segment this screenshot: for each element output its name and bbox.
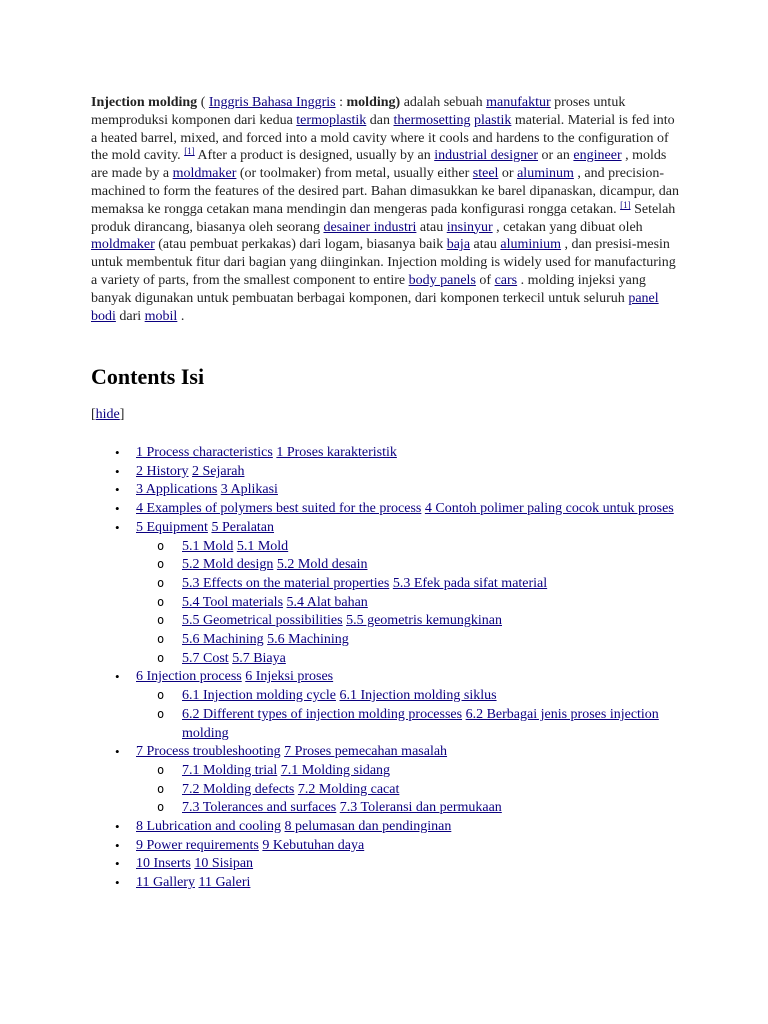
toc-subitem bbox=[182, 706, 681, 743]
toc-link-id[interactable]: 5.7 Biaya bbox=[232, 650, 286, 666]
toc-link-en[interactable]: 11 Gallery bbox=[136, 875, 195, 891]
link-industrial-designer[interactable]: industrial designer bbox=[434, 148, 539, 164]
toc-link-id[interactable]: 11 Galeri bbox=[198, 875, 251, 891]
text: , and precision-machined to form the features of the desired part. Bahan dimasukkan ke barel dipanaskan, dicampur, dan memaksa ke rongga cetakan mana mendingin dan mengeras pada konfigurasi rongga cetakan. bbox=[91, 166, 680, 217]
hide-toc-link[interactable]: hide bbox=[95, 407, 120, 422]
toc-link-id[interactable]: 5.1 Mold bbox=[236, 538, 289, 554]
link-inggris[interactable]: Inggris Bahasa Inggris bbox=[208, 95, 336, 110]
toc-item bbox=[136, 837, 681, 856]
link-plastik[interactable]: plastik bbox=[474, 112, 512, 128]
toc-sublist bbox=[136, 762, 681, 818]
link-moldmaker-id[interactable]: moldmaker bbox=[91, 237, 155, 253]
link-insinyur[interactable]: insinyur bbox=[446, 219, 493, 235]
text: : bbox=[335, 95, 347, 110]
toc-link-id[interactable]: 9 Kebutuhan daya bbox=[262, 837, 365, 853]
toc-link-en[interactable]: 9 Power requirements bbox=[136, 837, 259, 853]
link-manufaktur[interactable]: manufaktur bbox=[486, 95, 551, 110]
toc-subitem bbox=[182, 799, 681, 818]
text: After a product is designed, usually by an bbox=[194, 148, 435, 164]
toc-link-en[interactable]: 6.2 Different types of injection molding processes bbox=[182, 706, 463, 722]
toc-link-en[interactable]: 3 Applications bbox=[136, 482, 218, 498]
toc-link-id[interactable]: 7 Proses pemecahan masalah bbox=[284, 744, 448, 760]
text: . bbox=[177, 308, 185, 324]
text: or an bbox=[538, 148, 574, 164]
toc-link-en[interactable]: 8 Lubrication and cooling bbox=[136, 819, 282, 835]
term-molding: molding) bbox=[346, 95, 401, 110]
text: dari bbox=[115, 308, 145, 324]
link-mobil[interactable]: mobil bbox=[144, 308, 178, 324]
toc-link-id[interactable]: 5.2 Mold desain bbox=[276, 557, 368, 573]
link-body-panels[interactable]: body panels bbox=[408, 272, 476, 288]
text: atau bbox=[470, 237, 501, 253]
toc-list bbox=[91, 444, 681, 893]
toc-link-en[interactable]: 5.1 Mold bbox=[182, 538, 234, 554]
toc-link-en[interactable]: 7 Process troubleshooting bbox=[136, 744, 281, 760]
toc-subitem bbox=[182, 781, 681, 800]
toc-link-en[interactable]: 5 Equipment bbox=[136, 519, 208, 535]
text: , molds are made by a bbox=[91, 148, 667, 182]
toc-subitem bbox=[182, 762, 681, 781]
link-aluminium[interactable]: aluminium bbox=[500, 237, 562, 253]
link-thermosetting[interactable]: thermosetting bbox=[393, 112, 471, 128]
toc-link-id[interactable]: 7.3 Toleransi dan permukaan bbox=[339, 800, 502, 816]
toc-link-id[interactable]: 7.2 Molding cacat bbox=[297, 781, 400, 797]
link-desainer-industri[interactable]: desainer industri bbox=[323, 219, 417, 235]
text: dan bbox=[366, 112, 394, 128]
toc-link-en[interactable]: 5.7 Cost bbox=[182, 650, 229, 666]
toc-subitem bbox=[182, 556, 681, 575]
toc-link-en[interactable]: 6 Injection process bbox=[136, 669, 242, 685]
toc-item bbox=[136, 444, 681, 463]
toc-item bbox=[136, 743, 681, 818]
toc-link-en[interactable]: 2 History bbox=[136, 463, 189, 479]
toc-link-en[interactable]: 5.4 Tool materials bbox=[182, 594, 284, 610]
toc-subitem bbox=[182, 612, 681, 631]
toc-link-id[interactable]: 3 Aplikasi bbox=[220, 482, 278, 498]
toc-link-en[interactable]: 10 Inserts bbox=[136, 856, 191, 872]
bracket-close: ] bbox=[119, 407, 125, 422]
toc-link-en[interactable]: 5.5 Geometrical possibilities bbox=[182, 613, 343, 629]
link-baja[interactable]: baja bbox=[446, 237, 471, 253]
toc-sublist bbox=[136, 687, 681, 743]
bracket-open: [ bbox=[91, 407, 96, 422]
link-steel[interactable]: steel bbox=[472, 166, 499, 182]
citation-1-id[interactable]: [1] bbox=[620, 199, 631, 210]
toc-link-id[interactable]: 5.6 Machining bbox=[267, 632, 349, 648]
toc-link-id[interactable]: 1 Proses karakteristik bbox=[276, 445, 397, 460]
toc-subitem bbox=[182, 631, 681, 650]
toc-link-en[interactable]: 6.1 Injection molding cycle bbox=[182, 688, 336, 704]
text: (or toolmaker) from metal, usually either bbox=[236, 166, 473, 182]
text: of bbox=[475, 272, 495, 288]
toc-link-id[interactable]: 6 Injeksi proses bbox=[245, 669, 334, 685]
text: (atau pembuat perkakas) dari logam, biasanya baik bbox=[154, 237, 447, 253]
text: proses untuk memproduksi komponen dari kedua bbox=[91, 95, 626, 128]
toc-subitem bbox=[182, 538, 681, 557]
toc-link-id[interactable]: 5.4 Alat bahan bbox=[286, 594, 368, 610]
link-engineer[interactable]: engineer bbox=[573, 148, 622, 164]
toc-link-en[interactable]: 7.2 Molding defects bbox=[182, 781, 295, 797]
text: atau bbox=[416, 219, 447, 235]
toc-link-en[interactable]: 7.1 Molding trial bbox=[182, 762, 278, 778]
text: material. Material is fed into a heated barrel, mixed, and forced into a mold cavity where it cools and hardens to the configuration of the mold cavity. bbox=[91, 112, 675, 164]
toc-link-id[interactable]: 7.1 Molding sidang bbox=[280, 762, 391, 778]
toc-item bbox=[136, 463, 681, 482]
toc-link-id[interactable]: 5.3 Efek pada sifat material bbox=[392, 575, 548, 591]
article-subject: Injection molding bbox=[91, 95, 198, 110]
toc-link-id[interactable]: 8 pelumasan dan pendinginan bbox=[284, 819, 452, 835]
article bbox=[91, 94, 681, 891]
contents-heading: Contents Isi bbox=[91, 364, 205, 389]
text: or bbox=[498, 166, 518, 182]
toc-sublist bbox=[136, 538, 681, 669]
toc-link-en[interactable]: 5.6 Machining bbox=[182, 632, 264, 648]
intro-paragraph bbox=[91, 94, 681, 325]
toc-link-id[interactable]: 6.1 Injection molding siklus bbox=[339, 688, 497, 704]
text: ( bbox=[197, 95, 209, 110]
link-cars[interactable]: cars bbox=[494, 272, 518, 288]
toc-link-en[interactable]: 4 Examples of polymers best suited for the process bbox=[136, 501, 422, 517]
toc-subitem bbox=[182, 650, 681, 669]
toc-link-en[interactable]: 5.3 Effects on the material properties bbox=[182, 575, 390, 591]
toc-subitem bbox=[182, 575, 681, 594]
toc-item bbox=[136, 818, 681, 837]
link-moldmaker[interactable]: moldmaker bbox=[172, 166, 237, 182]
link-panel-bodi[interactable]: panel bodi bbox=[91, 290, 659, 324]
toc-link-en[interactable]: 1 Process characteristics bbox=[136, 445, 273, 460]
text: , dan presisi-mesin untuk membentuk fitur dari bagian yang diinginkan. Injection molding is widely used for manufacturing a variety of parts, from the smallest component to entire bbox=[91, 237, 676, 288]
toc-item bbox=[136, 519, 681, 669]
toc-link-en[interactable]: 7.3 Tolerances and surfaces bbox=[182, 800, 337, 816]
toc-link-id[interactable]: 10 Sisipan bbox=[194, 856, 254, 872]
toc-link-id[interactable]: 6.2 Berbagai jenis proses injection molding bbox=[182, 706, 659, 741]
toc-item bbox=[136, 874, 681, 893]
toc-item bbox=[136, 500, 681, 519]
toc-item bbox=[136, 855, 681, 874]
text: Setelah produk dirancang, biasanya oleh seorang bbox=[91, 201, 676, 235]
citation-1[interactable]: [1] bbox=[184, 146, 195, 157]
toc-subitem bbox=[182, 687, 681, 706]
toc-subitem bbox=[182, 594, 681, 613]
toc-link-id[interactable]: 5 Peralatan bbox=[211, 519, 275, 535]
text: adalah sebuah bbox=[400, 95, 487, 110]
toc-item bbox=[136, 668, 681, 743]
toc-toggle bbox=[91, 407, 124, 423]
text: , cetakan yang dibuat oleh bbox=[492, 219, 643, 235]
toc-item bbox=[136, 481, 681, 500]
text: . molding injeksi yang banyak digunakan untuk pembuatan berbagai komponen, dari komponen terkecil untuk seluruh bbox=[91, 272, 646, 306]
toc-link-id[interactable]: 5.5 geometris kemungkinan bbox=[346, 613, 503, 629]
toc-link-en[interactable]: 5.2 Mold design bbox=[182, 557, 274, 573]
toc-link-id[interactable]: 2 Sejarah bbox=[192, 463, 245, 479]
toc-link-id[interactable]: 4 Contoh polimer paling cocok untuk proses bbox=[424, 501, 674, 517]
link-termoplastik[interactable]: termoplastik bbox=[296, 112, 367, 128]
link-aluminum[interactable]: aluminum bbox=[517, 166, 574, 182]
